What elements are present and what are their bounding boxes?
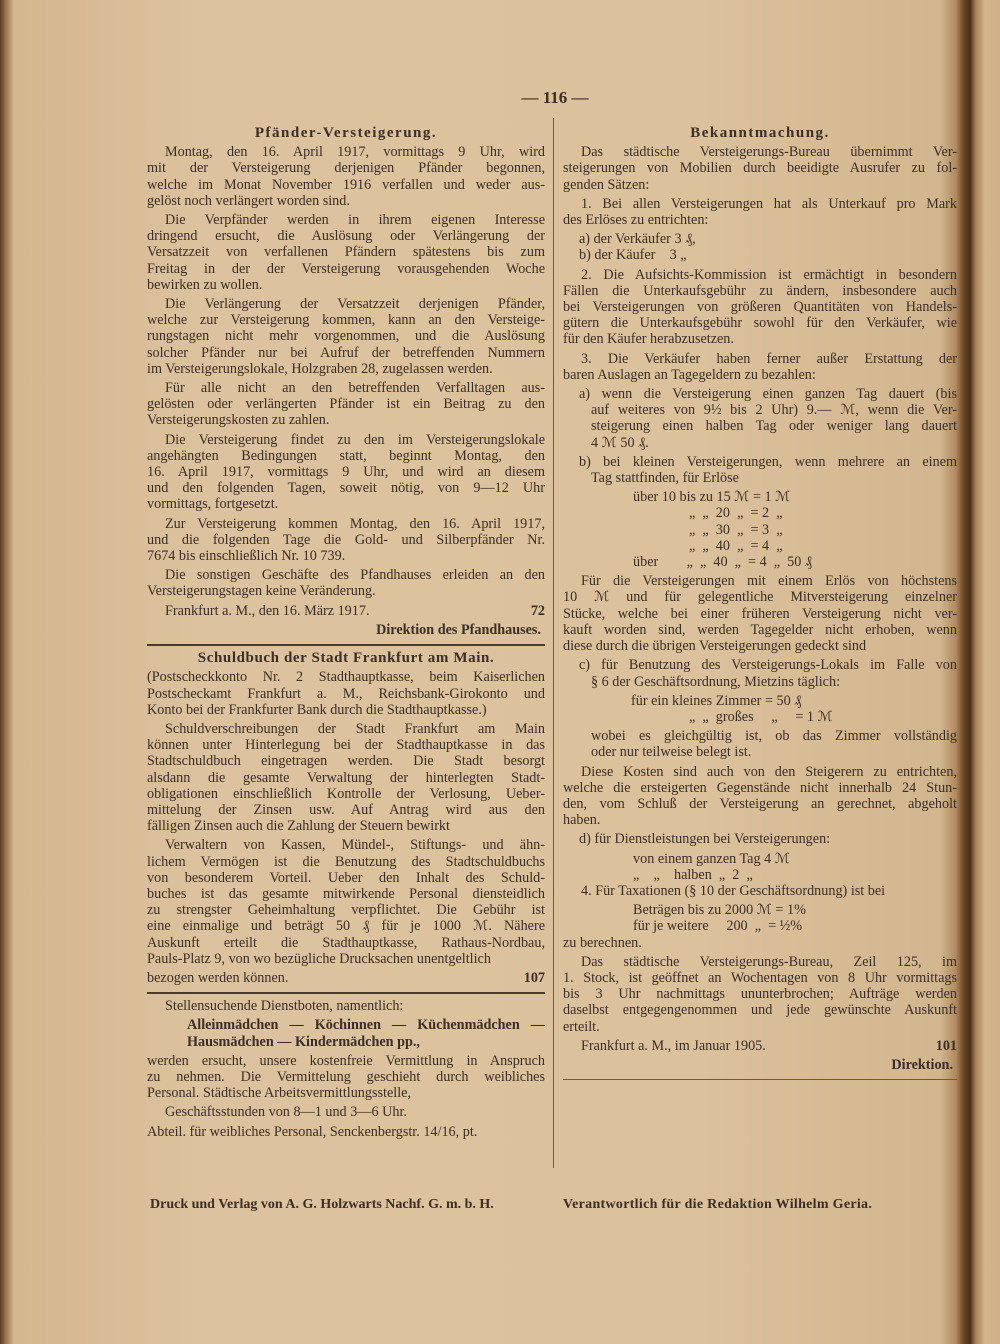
text-block <box>147 212 545 293</box>
text-line: Geschäftsstunden von 8—1 und 3—6 Uhr. <box>165 1104 407 1121</box>
text-line: Fällen die Unterkaufsgebühr zu ändern, insbesondere auch <box>563 282 957 299</box>
text-block <box>563 267 957 348</box>
text-line: vormittags, fortgesetzt. <box>147 496 279 513</box>
text-block <box>147 837 545 967</box>
text-block <box>563 386 957 451</box>
text-line: steigerungen von Mobilien durch beeidigte Ausrufer zu fol- <box>563 160 957 177</box>
text-line: bei Versteigerungen von größeren Quantitäten von Handels- <box>563 299 957 316</box>
text-line: für je weitere 200 „ = ½% <box>633 918 803 935</box>
text-line: lichem Vermögen ist die Benutzung des Stadtschuldbuchs <box>147 853 545 870</box>
text-line: Versatzzeit von verfallenen Pfändern spätestens bis zum <box>147 244 545 261</box>
signatory: Direktion. <box>891 1056 953 1073</box>
section-divider <box>563 1079 957 1080</box>
text-line: mittelung der Zinsen usw. Auf Antrag wird aus den <box>147 801 545 818</box>
dateline-row <box>563 1038 957 1054</box>
text-block <box>147 1017 545 1049</box>
text-line: Versteigerungskosten zu zahlen. <box>147 412 330 429</box>
text-line: „ „ großes „ = 1 ℳ <box>689 708 833 725</box>
text-line: Versteigerungstagen keine Veränderung. <box>147 583 376 600</box>
text-line: diese durch die übrigen Versteigerungen gedeckt sind <box>563 638 867 655</box>
text-line: bis 3 Uhr nachmittags ununterbrochen; Aufträge werden <box>563 986 957 1003</box>
text-block <box>563 1038 957 1054</box>
text-line: 2. Die Aufsichts-Kommission ist ermächtigt in besondern <box>581 266 957 283</box>
text-line: Für alle nicht an den betreffenden Verfalltagen aus- <box>165 380 545 397</box>
text-line: „ „ 20 „ = 2 „ <box>689 505 783 522</box>
text-line: Stellensuchende Dienstboten, namentlich: <box>165 998 404 1015</box>
text-line: Beträgen bis zu 2000 ℳ = 1% <box>633 902 806 919</box>
text-line: kauft worden sind, werden Tagegelder nicht erhoben, wenn <box>563 621 957 638</box>
text-line: buches ist das gesamte mitwirkende Personal diensteidlich <box>147 885 545 902</box>
text-line: zu berechnen. <box>563 934 642 951</box>
text-line: Auskunft erteilt die Stadthauptkasse, Rathaus-Nordbau, <box>147 934 545 951</box>
text-line: Freitag in der der Versteigerung vorausgehenden Woche <box>147 260 545 277</box>
editor-imprint: Verantwortlich für die Redaktion Wilhelm Geria. <box>563 1197 873 1212</box>
text-block <box>563 883 957 899</box>
text-block <box>563 657 957 689</box>
text-line: eine einmalige und beträgt 50 ₰ für je 1000 ℳ. Nähere <box>147 918 545 935</box>
text-line: zu strengster Geheimhaltung verpflichtet. Die Gebühr ist <box>147 902 545 919</box>
text-block <box>147 721 545 834</box>
text-line: Schuldverschreibungen der Stadt Frankfurt am Main <box>165 720 545 737</box>
text-line: obligationen einschließlich Kontrolle der Verlosung, Ueber- <box>147 785 545 802</box>
text-block <box>147 669 545 718</box>
section-heading <box>147 125 545 141</box>
text-block <box>147 1124 545 1140</box>
text-block <box>563 351 957 383</box>
text-block <box>563 573 957 654</box>
text-block <box>147 516 545 565</box>
text-line: auf weiteres von 9½ bis 2 Uhr) 9.— ℳ, wenn die Ver- <box>591 402 957 419</box>
text-line: welche zur Versteigerung kommen, kann an den Versteige- <box>147 312 545 329</box>
text-line: solcher Pfänder nur bei Aufruf der betreffenden Nummern <box>147 344 545 361</box>
text-line: des Erlöses zu entrichten: <box>563 212 709 229</box>
text-line: fälligen Zinsen auch die Zahlung der Steuern bewirkt <box>147 818 450 835</box>
text-line: „ „ 40 „ = 4 „ <box>689 537 783 554</box>
text-line: Für die Versteigerungen mit einem Erlös von höchstens <box>581 573 957 590</box>
text-line: wobei es gleichgültig ist, ob das Zimmer vollständig <box>591 728 957 745</box>
text-line: dringend ersucht, die Auslösung oder Verlängerung der <box>147 228 545 245</box>
heading-text: Pfänder-Versteigerung. <box>254 125 438 141</box>
text-line: „ „ 30 „ = 3 „ <box>689 521 783 538</box>
text-line: über 10 bis zu 15 ℳ = 1 ℳ <box>633 489 791 506</box>
section-divider <box>147 992 545 994</box>
notice-number: 101 <box>935 1037 957 1054</box>
text-line: angehängten Bedingungen statt, beginnt Montag, den <box>147 447 545 464</box>
text-line: Verwaltern von Kassen, Mündel-, Stiftungs- und ähn- <box>165 837 545 854</box>
text-line: a) der Verkäufer 3 ₰, <box>579 231 696 248</box>
text-line: Tag stattfinden, für Erlöse <box>591 470 739 487</box>
section-heading <box>563 125 957 141</box>
text-line: Personal. Städtische Arbeitsvermittlungsstelle, <box>147 1085 412 1102</box>
text-line: werden ersucht, unsere kostenfreie Vermittlung in Anspruch <box>147 1052 545 1069</box>
text-line: gelöst noch verlängert worden sind. <box>147 192 350 209</box>
text-line: von besonderem Vorteil. Ueber den Inhalt des Schuld- <box>147 869 545 886</box>
text-line: Montag, den 16. April 1917, vormittags 9 Uhr, wird <box>165 144 545 161</box>
text-line: rungstagen nicht mehr vorgenommen, und die Auslösung <box>147 328 545 345</box>
dateline-row <box>147 603 545 619</box>
text-line: Konto bei der Frankfurter Bank durch die Stadthauptkasse.) <box>147 701 487 718</box>
text-block <box>563 728 957 760</box>
text-line: Die Versteigerung findet zu den im Versteigerungslokale <box>165 431 545 448</box>
dateline-row <box>147 970 545 986</box>
text-line: 1. Stock, ist geöffnet an Wochentagen von 8 Uhr vormittags <box>563 969 957 986</box>
text-block <box>147 622 545 638</box>
dateline-text: bezogen werden können. <box>147 969 289 986</box>
text-line: gütern die Unterkaufsgebühr sowohl für den Verkäufer, wie <box>563 315 957 332</box>
text-block <box>147 970 545 986</box>
text-line: 3. Die Verkäufer haben ferner außer Erstattung der <box>581 350 957 367</box>
text-line: über „ „ 40 „ = 4 „ 50 ₰ <box>633 554 812 571</box>
right-column <box>563 122 957 1084</box>
text-block <box>147 296 545 377</box>
signatory: Direktion des Pfandhauses. <box>376 621 541 638</box>
text-block <box>563 902 957 934</box>
text-line: d) für Dienstleistungen bei Versteigerungen: <box>579 831 831 848</box>
text-line: Stadtschuldbuch eingetragen werden. Die Stadt besorgt <box>147 753 545 770</box>
text-block <box>147 144 545 209</box>
text-line: Pauls-Platz 9, von wo bezügliche Drucksachen unentgeltlich <box>147 950 491 967</box>
left-column <box>147 122 545 1140</box>
text-line: Postscheckamt Frankfurt a. M., Reichsbank-Girokonto und <box>147 685 545 702</box>
text-line: Diese Kosten sind auch von den Steigerern zu entrichten, <box>581 763 957 780</box>
text-line: Die Verlängerung der Versatzzeit derjenigen Pfänder, <box>165 296 545 313</box>
text-block <box>563 831 957 847</box>
text-line: baren Auslagen an Tagegeldern zu bezahlen: <box>563 366 816 383</box>
text-block <box>563 693 957 725</box>
notice-number: 72 <box>530 602 545 619</box>
text-block <box>563 851 957 883</box>
text-line: im Versteigerungslokale, Holzgraben 28, zugelassen werden. <box>147 360 493 377</box>
text-line: b) bei kleinen Versteigerungen, wenn mehrere an einem <box>579 453 957 470</box>
section-heading <box>147 650 545 666</box>
text-line: 10 ℳ und für gelegentliche Mitversteigerung einzelner <box>563 589 957 606</box>
text-line: gelösten oder verlängerten Pfänder ist ein Beitrag zu den <box>147 396 545 413</box>
dateline-text: Frankfurt a. M., den 16. März 1917. <box>165 602 370 619</box>
text-line: „ „ halben „ 2 „ <box>633 866 753 883</box>
text-block <box>563 231 957 263</box>
text-line: alsdann die gesamte Verwaltung der hinterlegten Stadt- <box>147 769 545 786</box>
text-line: für den Käufer herabzusetzen. <box>563 331 734 348</box>
text-line: Die sonstigen Geschäfte des Pfandhauses erleiden an den <box>165 567 545 584</box>
heading-text: Bekanntmachung. <box>690 125 830 141</box>
text-line: erteilt. <box>563 1018 600 1035</box>
text-line: zu nehmen. Die Vermittelung geschieht durch weibliches <box>147 1068 545 1085</box>
text-block <box>563 454 957 486</box>
text-line: bewirken zu wollen. <box>147 276 263 293</box>
text-line: von einem ganzen Tag 4 ℳ <box>633 850 790 867</box>
text-line: Alleinmädchen — Köchinnen — Küchenmädchen — <box>187 1017 545 1034</box>
text-block <box>563 144 957 193</box>
text-line: mit der Versteigerung derjenigen Pfänder begonnen, <box>147 160 545 177</box>
printer-imprint: Druck und Verlag von A. G. Holzwarts Nachf. G. m. b. H. <box>150 1197 494 1212</box>
text-line: welche die ersteigerten Gegenstände nicht innerhalb 24 Stun- <box>563 779 957 796</box>
text-line: welche im Monat November 1916 verfallen und weder aus- <box>147 176 545 193</box>
text-line: a) wenn die Versteigerung einen ganzen Tag dauert (bis <box>579 386 957 403</box>
text-block <box>563 196 957 228</box>
text-line: haben. <box>563 812 601 829</box>
text-line: den, vom Schluß der Versteigerung an gerechnet, abgeholt <box>563 795 957 812</box>
text-block <box>147 1053 545 1102</box>
text-line: Das städtische Versteigerungs-Bureau, Zeil 125, im <box>581 953 957 970</box>
text-line: 4 ℳ 50 ₰. <box>591 434 649 451</box>
text-block <box>563 489 957 570</box>
text-block <box>147 380 545 429</box>
notice-number: 107 <box>523 969 545 986</box>
text-line: 16. April 1917, vormittags 9 Uhr, und wird an diesem <box>147 464 545 481</box>
text-block <box>563 954 957 1035</box>
dateline-text: Frankfurt a. M., im Januar 1905. <box>581 1037 766 1054</box>
text-line: und den folgenden Tagen, soweit nötig, von 9—12 Uhr <box>147 480 545 497</box>
text-line: Hausmädchen — Kindermädchen pp., <box>187 1033 420 1050</box>
text-block <box>147 998 545 1014</box>
column-divider <box>553 118 554 1168</box>
text-block <box>147 603 545 619</box>
heading-text: Schuldbuch der Stadt Frankfurt am Main. <box>197 650 495 667</box>
text-line: steigerung einen halben Tag oder weniger lang dauert <box>591 418 957 435</box>
text-line: 1. Bei allen Versteigerungen hat als Unterkauf pro Mark <box>581 195 957 212</box>
text-line: Das städtische Versteigerungs-Bureau übernimmt Ver- <box>581 144 957 161</box>
text-line: 7674 bis einschließlich Nr. 10 739. <box>147 548 346 565</box>
text-block <box>147 432 545 513</box>
text-line: 4. Für Taxationen (§ 10 der Geschäftsordnung) ist bei <box>581 882 886 899</box>
text-line: können unter Hinterlegung bei der Stadthauptkasse in das <box>147 737 545 754</box>
text-line: Zur Versteigerung kommen Montag, den 16. April 1917, <box>165 515 545 532</box>
text-line: für ein kleines Zimmer = 50 ₰ <box>631 692 802 709</box>
text-block <box>147 567 545 599</box>
text-block <box>563 935 957 951</box>
text-line: § 6 der Geschäftsordnung, Mietzins täglich: <box>591 673 841 690</box>
text-line: Stücke, welche bei einer früheren Versteigerung nicht ver- <box>563 605 957 622</box>
text-line: c) für Benutzung des Versteigerungs-Lokals im Falle von <box>579 657 957 674</box>
text-block <box>563 1057 957 1073</box>
text-line: daselbst entgegengenommen und jede gewünschte Auskunft <box>563 1002 957 1019</box>
text-block <box>147 1104 545 1120</box>
section-divider <box>147 644 545 646</box>
text-block <box>563 764 957 829</box>
text-line: Abteil. für weibliches Personal, Senckenbergstr. 14/16, pt. <box>147 1123 478 1140</box>
text-line: genden Sätzen: <box>563 176 650 193</box>
text-line: b) der Käufer 3 „ <box>579 247 687 264</box>
text-line: oder nur teilweise belegt ist. <box>591 744 752 761</box>
text-line: (Postscheckkonto Nr. 2 Stadthauptkasse, beim Kaiserlichen <box>147 669 545 686</box>
text-line: Die Verpfänder werden in ihrem eigenen Interesse <box>165 212 545 229</box>
text-line: und die folgenden Tage die Gold- und Silberpfänder Nr. <box>147 531 545 548</box>
page-number: — 116 — <box>521 88 589 107</box>
